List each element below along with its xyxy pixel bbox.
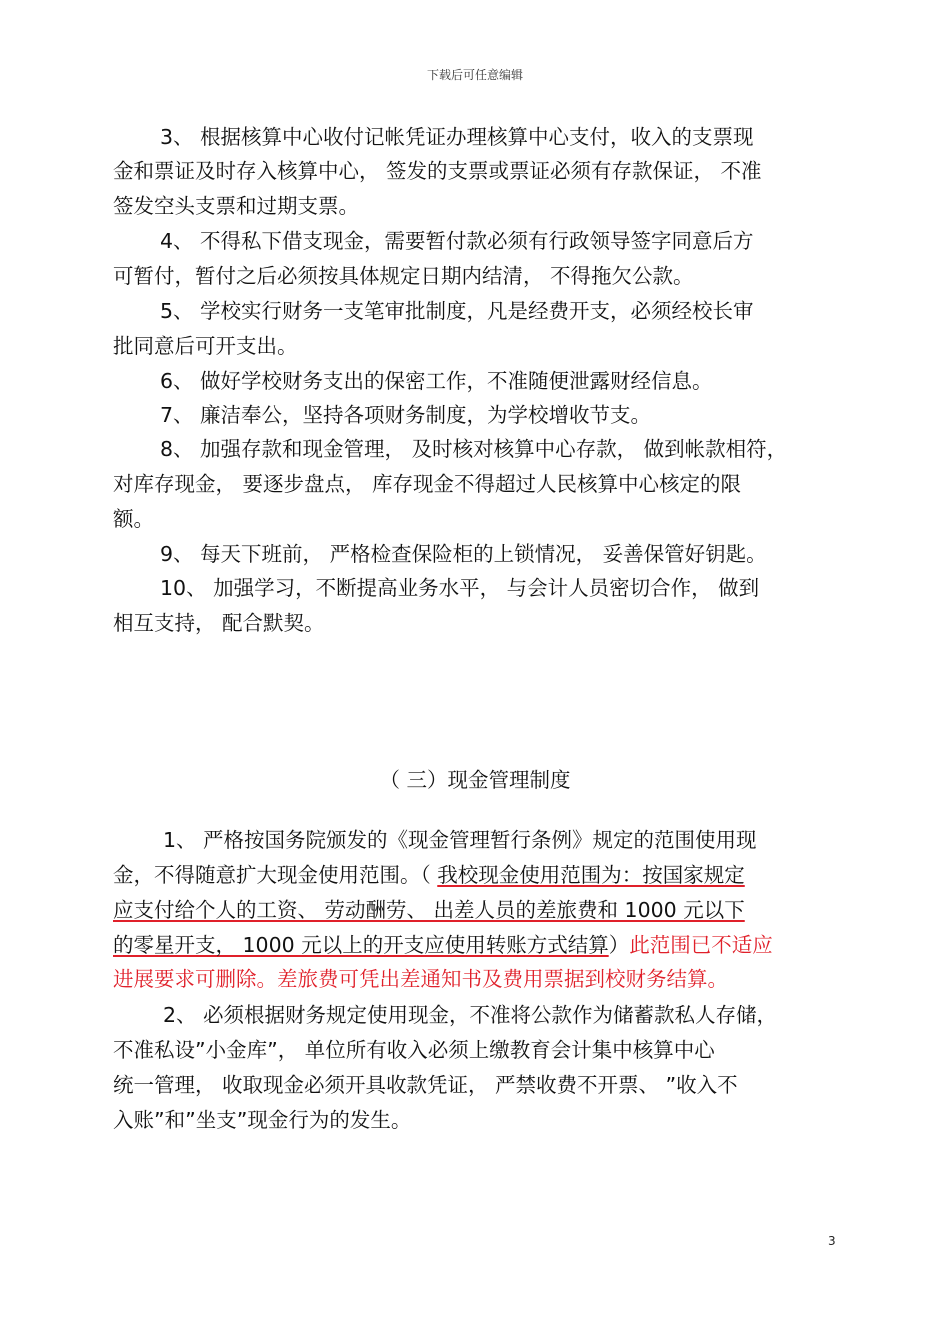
underlined-text: 我校现金使用范围为：按国家规定 xyxy=(437,863,745,887)
text-line: 不准私设”小金库”， 单位所有收入必须上缴教育会计集中核算中心 xyxy=(113,1038,715,1062)
page-number: 3 xyxy=(828,1234,836,1248)
section-title: （ 三）现金管理制度 xyxy=(379,768,571,792)
text-span: ） xyxy=(608,933,630,957)
text-line: 3、 根据核算中心收付记帐凭证办理核算中心支付，收入的支票现 xyxy=(160,125,754,149)
text-line: 额。 xyxy=(113,507,154,531)
red-annotation: 进展要求可删除。差旅费可凭出差通知书及费用票据到校财务结算。 xyxy=(113,967,728,991)
text-line: 4、 不得私下借支现金，需要暂付款必须有行政领导签字同意后方 xyxy=(160,229,754,253)
text-line: 2、 必须根据财务规定使用现金，不准将公款作为储蓄款私人存储， xyxy=(163,1003,778,1027)
text-line: 签发空头支票和过期支票。 xyxy=(113,194,359,218)
text-line: 1、 严格按国务院颁发的《现金管理暂行条例》规定的范围使用现 xyxy=(163,828,757,852)
text-line: 10、 加强学习，不断提高业务水平， 与会计人员密切合作， 做到 xyxy=(160,576,760,600)
text-line: 8、 加强存款和现金管理， 及时核对核算中心存款， 做到帐款相符， xyxy=(160,437,788,461)
text-span: 金，不得随意扩大现金使用范围。（ xyxy=(113,863,438,887)
text-line: 9、 每天下班前， 严格检查保险柜的上锁情况， 妥善保管好钥匙。 xyxy=(160,542,767,566)
text-line: 6、 做好学校财务支出的保密工作，不准随便泄露财经信息。 xyxy=(160,369,713,393)
text-line xyxy=(113,858,843,892)
text-line: 对库存现金， 要逐步盘点， 库存现金不得超过人民核算中心核定的限 xyxy=(113,472,742,496)
text-line: 可暂付，暂付之后必须按具体规定日期内结清， 不得拖欠公款。 xyxy=(113,264,694,288)
text-line: 统一管理， 收取现金必须开具收款凭证， 严禁收费不开票、 ”收入不 xyxy=(113,1073,738,1097)
page-header: 下载后可任意编辑 xyxy=(426,68,523,82)
underlined-text: 应支付给个人的工资、 劳动酬劳、 出差人员的差旅费和 1000 元以下 xyxy=(113,898,745,922)
text-line: 相互支持， 配合默契。 xyxy=(113,611,325,635)
text-line: 批同意后可开支出。 xyxy=(113,334,298,358)
text-line: 金和票证及时存入核算中心， 签发的支票或票证必须有存款保证， 不准 xyxy=(113,159,762,183)
text-line: 入账”和”坐支”现金行为的发生。 xyxy=(113,1108,412,1132)
underlined-text: 的零星开支， 1000 元以上的开支应使用转账方式结算 xyxy=(113,933,609,957)
text-line xyxy=(113,928,843,962)
red-annotation: 此范围已不适应 xyxy=(629,933,773,957)
text-line: 7、 廉洁奉公，坚持各项财务制度，为学校增收节支。 xyxy=(160,403,652,427)
text-line xyxy=(113,893,843,927)
text-line: 5、 学校实行财务一支笔审批制度，凡是经费开支，必须经校长审 xyxy=(160,299,754,323)
